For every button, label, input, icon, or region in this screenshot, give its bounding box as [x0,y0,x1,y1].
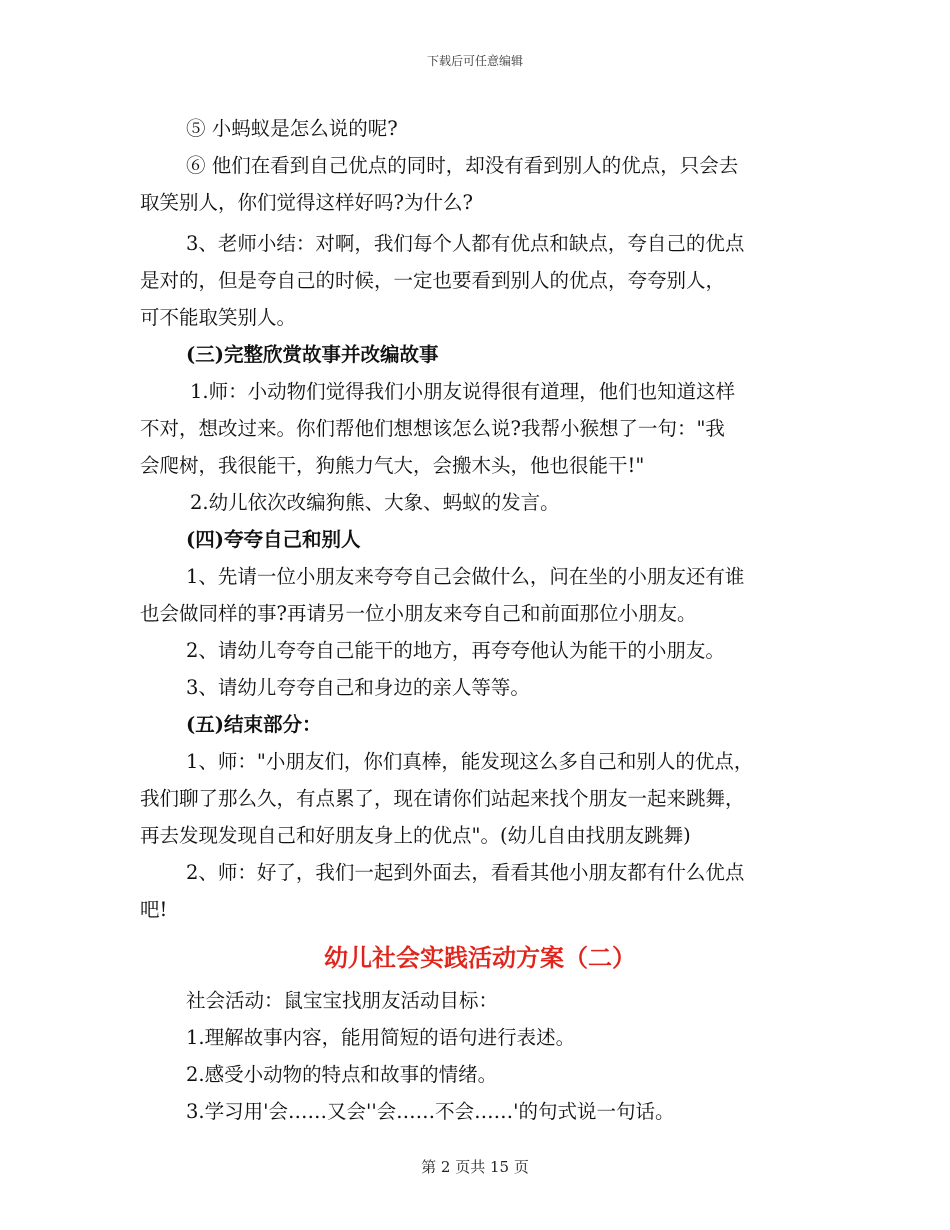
list-item: 2.感受小动物的特点和故事的情绪。 [186,1063,498,1086]
section-title: 幼儿社会实践活动方案（二） [324,943,636,972]
paragraph-line: 1、师："小朋友们，你们真棒，能发现这么多自己和别人的优点， [186,750,754,773]
paragraph-line: 可不能取笑别人。 [140,306,297,329]
paragraph-line: 2、请幼儿夸夸自己能干的地方，再夸夸他认为能干的小朋友。 [186,639,725,662]
page-header: 下载后可任意编辑 [426,54,523,68]
paragraph-line: 3、老师小结：对啊，我们每个人都有优点和缺点，夸自己的优点 [186,232,745,255]
section-heading: (五)结束部分： [186,713,322,736]
list-item: 3.学习用'会……又会''会……不会……'的句式说一句话。 [186,1100,675,1123]
section-heading: (四)夸夸自己和别人 [186,528,361,551]
paragraph-line: 1、先请一位小朋友来夸夸自己会做什么，问在坐的小朋友还有谁 [186,565,745,588]
paragraph-line: ⑥ 他们在看到自己优点的同时，却没有看到别人的优点，只会去 [186,154,739,177]
document-body [140,110,820,1130]
paragraph-line: 不对，想改过来。你们帮他们想想该怎么说?我帮小猴想了一句："我 [140,417,725,440]
list-item: 1.理解故事内容，能用简短的语句进行表述。 [186,1026,576,1049]
page-footer: 第 2 页共 15 页 [421,1158,529,1176]
paragraph-line: 2、师：好了，我们一起到外面去，看看其他小朋友都有什么优点 [186,861,745,884]
paragraph-line: 取笑别人，你们觉得这样好吗?为什么? [140,191,473,214]
paragraph-line: 2.幼儿依次改编狗熊、大象、蚂蚁的发言。 [190,491,560,514]
paragraph-line: 我们聊了那么久，有点累了，现在请你们站起来找个朋友一起来跳舞， [140,787,745,810]
paragraph-line: 1.师：小动物们觉得我们小朋友说得很有道理，他们也知道这样 [190,380,736,403]
paragraph-line: 是对的，但是夸自己的时候，一定也要看到别人的优点，夸夸别人， [140,269,726,292]
paragraph-line: 3、请幼儿夸夸自己和身边的亲人等等。 [186,676,530,699]
paragraph-line: 也会做同样的事?再请另一位小朋友来夸自己和前面那位小朋友。 [140,602,697,625]
paragraph-line: 再去发现发现自己和好朋友身上的优点"。(幼儿自由找朋友跳舞) [140,824,691,847]
section-heading: (三)完整欣赏故事并改编故事 [186,343,439,366]
paragraph-line: 社会活动：鼠宝宝找朋友活动目标： [186,989,499,1012]
paragraph-line: 会爬树，我很能干，狗熊力气大，会搬木头，他也很能干!" [140,454,645,477]
paragraph-line: ⑤ 小蚂蚁是怎么说的呢? [186,117,398,140]
paragraph-line: 吧! [140,898,168,921]
